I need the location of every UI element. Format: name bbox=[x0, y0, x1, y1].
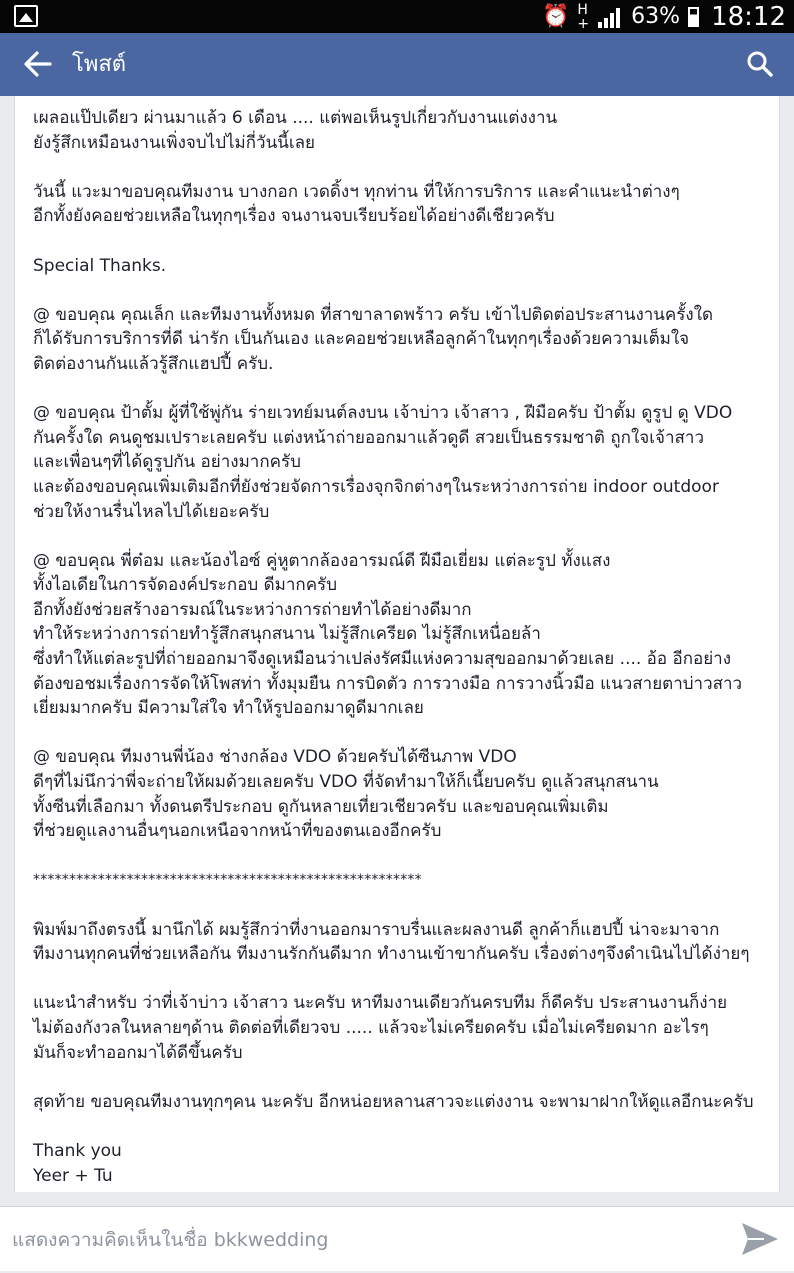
status-icons bbox=[542, 0, 786, 33]
signal-icon bbox=[597, 6, 623, 28]
network-icon: H + bbox=[577, 1, 590, 32]
post-paragraph: เผลอแป๊ปเดียว ผ่านมาแล้ว 6 เดือน .... แต่พอเห็นรูปเกี่ยวกับงานแต่งงาน ยังรู้สึกเหมือนงานเพิ่งจบไปไม่กี่วันนี้เลย bbox=[33, 108, 558, 153]
comment-bar bbox=[0, 1206, 794, 1271]
page-title: โพสต์ bbox=[72, 52, 127, 77]
post-paragraph: พิมพ์มาถึงตรงนี้ มานึกได้ ผมรู้สึกว่าที่งานออกมาราบรื่นและผลงานดี ลูกค้าก็แฮปปี้ น่าจะมาจาก ทีมงานทุกคนที่ช่วยเหลือกัน ทีมงานรักกันดีมาก ทำงานเข้าขากันครับ เรื่องต่างๆจึงดำเนินไปได้ง่ายๆ bbox=[33, 919, 750, 965]
gallery-icon bbox=[14, 5, 38, 27]
battery-percent: 63% bbox=[631, 4, 681, 29]
post-paragraph: @ ขอบคุณ ป้าตั้ม ผู้ที่ใช้พู่กัน ร่ายเวทย์มนต์ลงบน เจ้าบ่าว เจ้าสาว , ฝีมือครับ ป้าตั้ม ดูรูป ดู VDO กันครั้งใด คนดูชมเปราะเลยครับ แต่งหน้าถ่ายออกมาแล้วดูดี สวยเป็นธรรมชาติ ถูกใจเจ้าสาว และเพื่อนๆที่ได้ดูรูปกัน อย่างมากครับ และต้องขอบคุณเพิ่มเติมอีกที่ยังช่วยจัดการเรื่องจุกจิกต่างๆในระหว่างการถ่าย indoor outdoor ช่วยให้งานรื่นไหลไปได้เยอะครับ bbox=[33, 403, 733, 522]
clock: 18:12 bbox=[711, 1, 786, 32]
alarm-icon: ⏰ bbox=[542, 4, 570, 29]
post-card bbox=[14, 96, 780, 1192]
post-text bbox=[33, 106, 773, 1188]
post-paragraph: สุดท้าย ขอบคุณทีมงานทุกๆคน นะครับ อีกหน่อยหลานสาวจะแต่งงาน จะพามาฝากให้ดูแลอีกนะครับ bbox=[33, 1091, 754, 1112]
post-divider: ****************************************************** bbox=[33, 872, 422, 889]
post-paragraph: Special Thanks. bbox=[33, 255, 167, 276]
send-icon[interactable] bbox=[740, 1221, 780, 1257]
post-paragraph: @ ขอบคุณ คุณเล็ก และทีมงานทั้งหมด ที่สาขาลาดพร้าว ครับ เข้าไปติดต่อประสานงานครั้งใด ก็ได้รับการบริการที่ดี น่ารัก เป็นกันเอง และคอยช่วยเหลือลูกค้าในทุกๆเรื่องด้วยความเต็มใจ ติดต่องานกันแล้วรู้สึกแฮปปี้ ครับ. bbox=[33, 304, 714, 374]
post-paragraph: @ ขอบคุณ ทีมงานพี่น้อง ช่างกล้อง VDO ด้วยครับได้ซีนภาพ VDO ดีๆที่ไม่นึกว่าพี่จะถ่ายให้ผมด้วยเลยครับ VDO ที่จัดทำมาให้ก็เนี้ยบครับ ดูแล้วสนุกสนาน ทั้งซีนที่เลือกมา ทั้งดนตรีประกอบ ดูกันหลายเที่ยวเชียวครับ และขอบคุณเพิ่มเติม ที่ช่วยดูแลงานอื่นๆนอกเหนือจากหน้าที่ของตนเองอีกครับ bbox=[33, 747, 659, 842]
post-paragraph: @ ขอบคุณ พี่ต๋อม และน้องไอซ์ คู่หูตากล้องอารมณ์ดี ฝีมือเยี่ยม แต่ละรูป ทั้งแสง ทั้งไอเดียในการจัดองค์ประกอบ ดีมากครับ อีกทั้งยังช่วยสร้างอารมณ์ในระหว่างการถ่ายทำได้อย่างดีมาก ทำให้ระหว่างการถ่ายทำรู้สึกสนุกสนาน ไม่รู้สึกเครียด ไม่รู้สึกเหนื่อยล้า ซึ่งทำให้แต่ละรูปที่ถ่ายออกมาจึงดูเหมือนว่าเปล่งรัศมีแห่งความสุขออกมาด้วยเลย .... อ้อ อีกอย่าง ต้องขอชมเรื่องการจัดให้โพสท่า ทั้งมุมยืน การบิดตัว การวางมือ การวางนิ้วมือ แนวสายตาบ่าวสาว เยี่ยมมากครับ มีความใส่ใจ ทำให้รูปออกมาดูดีมากเลย bbox=[33, 550, 743, 719]
post-signature: Thank you Yeer + Tu bbox=[33, 1140, 122, 1186]
comment-input[interactable] bbox=[0, 1207, 734, 1273]
post-paragraph: วันนี้ แวะมาขอบคุณทีมงาน บางกอก เวดดิ้งฯ ทุกท่าน ที่ให้การบริการ และคำแนะนำต่างๆ อีกทั้งยังคอยช่วยเหลือในทุกๆเรื่อง จนงานจบเรียบร้อยได้อย่างดีเชียวครับ bbox=[33, 181, 680, 227]
battery-icon bbox=[688, 7, 699, 27]
back-arrow-icon[interactable] bbox=[22, 47, 54, 81]
search-icon[interactable] bbox=[746, 50, 774, 78]
post-paragraph: แนะนำสำหรับ ว่าที่เจ้าบ่าว เจ้าสาว นะครับ หาทีมงานเดียวกันครบทีม ก็ดีครับ ประสานงานก็ง่าย ไม่ต้องกังวลในหลายๆด้าน ติดต่อที่เดียวจบ ..... แล้วจะไม่เครียดครับ เมื่อไม่เครียดมาก อะไรๆ มันก็จะทำออกมาได้ดีขึ้นครับ bbox=[33, 993, 728, 1063]
app-bar bbox=[0, 33, 794, 96]
status-bar bbox=[0, 0, 794, 33]
